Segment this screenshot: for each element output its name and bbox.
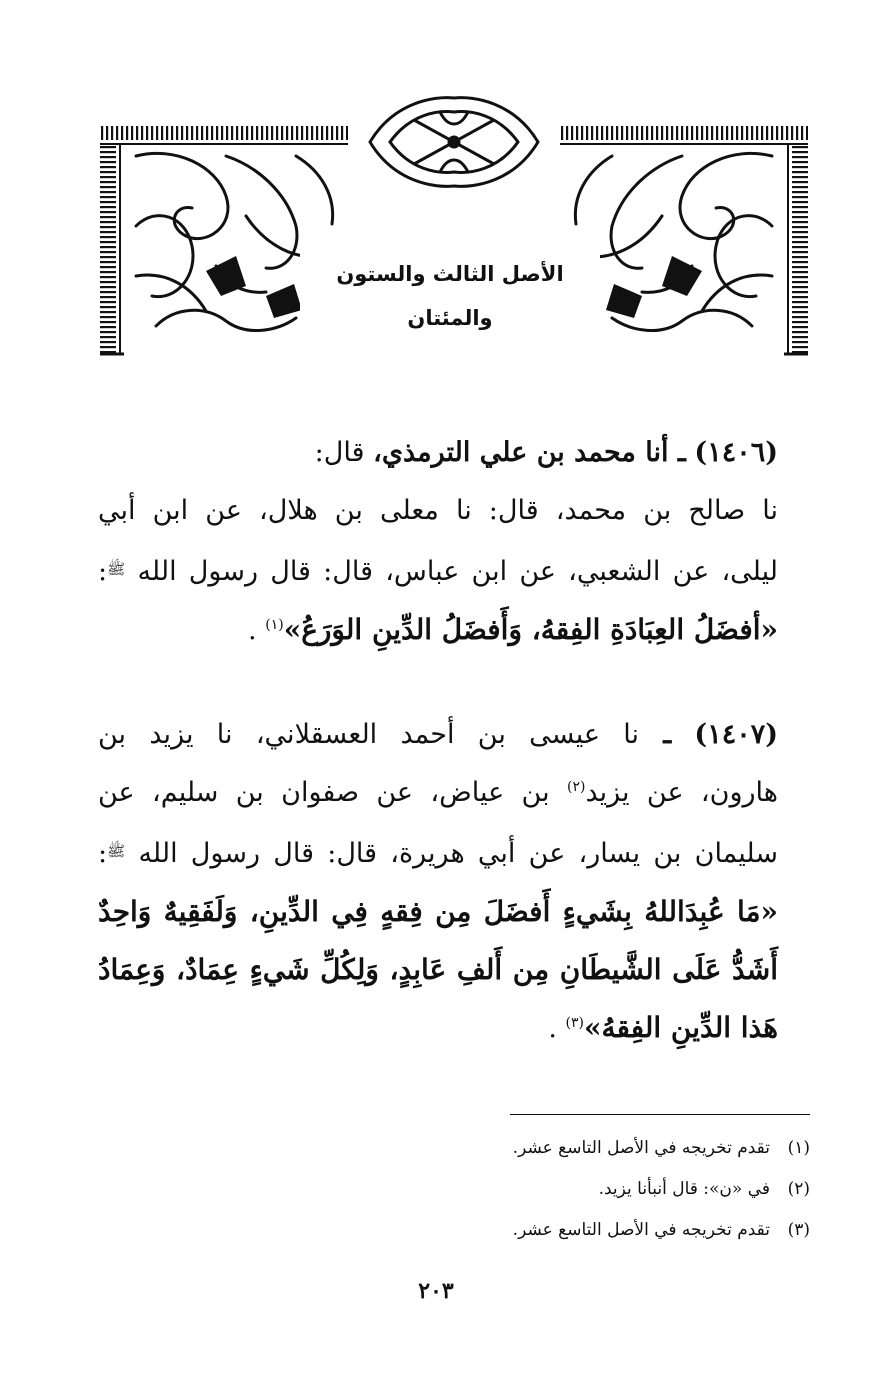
- footnote-3: [300, 1210, 810, 1251]
- isnad-text: ليلى، عن الشعبي، عن ابن عباس، قال: قال رسول الله: [137, 556, 778, 587]
- period: .: [248, 615, 257, 646]
- footnote-number: (١): [787, 1138, 810, 1158]
- hadith-1407-line-2: [98, 764, 778, 822]
- footnote-text: تقدم تخريجه في الأصل التاسع عشر.: [512, 1220, 770, 1240]
- colon: :: [98, 838, 108, 869]
- footnote-text: تقدم تخريجه في الأصل التاسع عشر.: [512, 1138, 770, 1158]
- footnote-number: (٢): [787, 1179, 810, 1199]
- salla-symbol: ﷺ: [107, 560, 126, 578]
- footnotes: [300, 1128, 810, 1251]
- hadith-1407: [98, 706, 778, 1058]
- hadith-narrator: أنا محمد بن علي الترمذي،: [373, 437, 669, 468]
- hadith-number: (١٤٠٧): [694, 719, 778, 750]
- footnote-ref-1[interactable]: (١): [265, 617, 284, 633]
- hadith-1406: [98, 424, 778, 660]
- hadith-matn-line-1: «مَا عُبِدَاللهُ بِشَيءٍ أَفضَلَ مِن فِقهٍ فِي الدِّينِ، وَلَفَقِيهٌ وَاحِدٌ: [98, 895, 778, 928]
- hadith-1406-line-1: (١٤٠٦) ـ أنا محمد بن علي الترمذي، قال:: [314, 437, 778, 468]
- footnote-ref-2[interactable]: (٢): [567, 779, 586, 795]
- isnad-text: بن عياض، عن صفوان بن سليم، عن: [98, 777, 550, 808]
- hadith-1406-line-4: [98, 601, 778, 660]
- hadith-1406-line-2: نا صالح بن محمد، قال: نا معلى بن هلال، عن ابن أبي: [98, 495, 778, 526]
- chapter-title: الأصل الثالث والستون والمئتان: [300, 252, 600, 340]
- footnote-text: في «ن»: قال أنبأنا يزيد.: [598, 1179, 770, 1199]
- period: .: [548, 1013, 557, 1044]
- footnote-separator: [510, 1114, 810, 1115]
- hadith-matn-line-3: هَذا الدِّينِ الفِقهُ»: [583, 1011, 778, 1044]
- hadith-qala: قال:: [314, 437, 365, 468]
- footnote-1: [300, 1128, 810, 1169]
- hadith-matn: «أفضَلُ العِبَادَةِ الفِقهُ، وَأَفضَلُ الدِّينِ الوَرَعُ»: [283, 613, 778, 646]
- hadith-number: (١٤٠٦): [694, 437, 778, 468]
- footnote-2: [300, 1169, 810, 1210]
- isnad-text: نا عيسى بن أحمد العسقلاني، نا يزيد بن: [98, 719, 640, 750]
- footnote-ref-3[interactable]: (٣): [565, 1015, 584, 1031]
- hadith-1407-line-3: [98, 822, 778, 883]
- isnad-text: سليمان بن يسار، عن أبي هريرة، قال: قال رسول الله: [138, 838, 778, 869]
- hadith-matn-line-2: أَشَدُّ عَلَى الشَّيطَانِ مِن أَلفِ عَابِدٍ، وَلِكُلِّ شَيءٍ عِمَادٌ، وَعِمَادُ: [98, 953, 778, 986]
- colon: :: [98, 556, 108, 587]
- salla-symbol: ﷺ: [107, 842, 126, 860]
- hadith-1406-line-3: [98, 540, 778, 601]
- isnad-text: هارون، عن يزيد: [585, 777, 779, 808]
- footnote-number: (٣): [787, 1220, 810, 1240]
- hadith-1407-line-6: [98, 999, 778, 1058]
- hadith-1407-line-1: (١٤٠٧) ـ نا عيسى بن أحمد العسقلاني، نا يزيد بن: [98, 719, 778, 750]
- page-number: ٢٠٣: [418, 1278, 454, 1304]
